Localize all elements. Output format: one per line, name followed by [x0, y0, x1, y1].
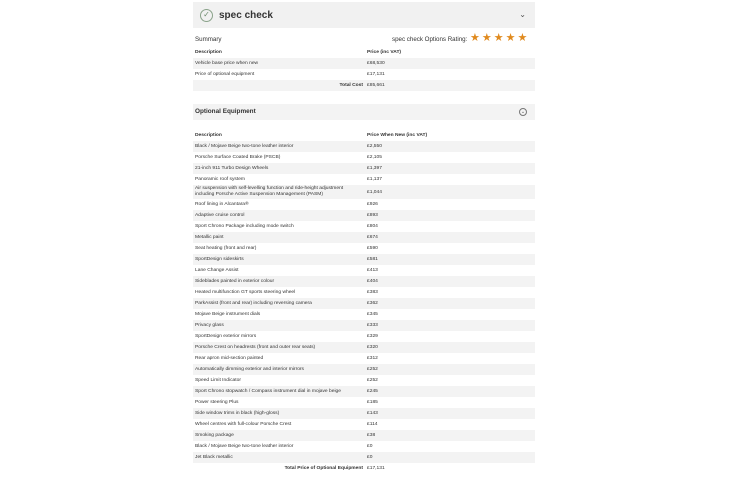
row-price: £926	[367, 202, 378, 207]
row-price: £362	[365, 298, 535, 309]
row-description: SportDesign exterior mirrors	[195, 334, 257, 339]
table-row	[193, 221, 535, 232]
table-row	[193, 342, 535, 353]
row-description: Lane Change Assist	[195, 268, 239, 273]
table-row	[193, 298, 535, 309]
total-label: Total Cost	[193, 80, 365, 91]
chevron-circle-icon[interactable]: ⌄	[520, 109, 526, 115]
table-header-row	[193, 130, 535, 141]
row-price: £252	[365, 364, 535, 375]
col-header-price: Price (inc VAT)	[367, 50, 402, 55]
row-description: Sport Chrono Package including mode switch	[195, 224, 294, 229]
table-header-row	[193, 47, 535, 58]
table-row	[193, 254, 535, 265]
row-price: £1,397	[365, 163, 535, 174]
row-description: Air suspension with self-levelling function and ride-height adjustment including Porsche Active Suspension Management (PASM)	[193, 185, 365, 199]
optional-equipment-header[interactable]	[193, 104, 535, 120]
row-description: Privacy glass	[193, 320, 365, 331]
row-price: £581	[365, 254, 535, 265]
row-price: £413	[367, 268, 378, 273]
total-value: £17,131	[367, 466, 385, 471]
row-description: Mojave Beige instrument dials	[195, 312, 261, 317]
row-price: £68,530	[365, 58, 535, 69]
summary-label: Summary	[195, 36, 222, 43]
table-row	[193, 408, 535, 419]
row-price: £674	[365, 232, 535, 243]
row-description: Panoramic roof system	[195, 177, 246, 182]
row-price: £333	[365, 320, 535, 331]
row-price: £38	[365, 430, 535, 441]
row-description: Porsche Crest on headrests (front and outer rear seats)	[193, 342, 365, 353]
table-row	[193, 309, 535, 320]
row-price: £1,044	[365, 185, 535, 199]
row-description: Speed Limit Indicator	[195, 378, 241, 383]
rating-label: spec check Options Rating:	[392, 36, 468, 43]
row-description: Porsche Surface Coated Brake (PSCB)	[195, 155, 281, 160]
row-price: £0	[365, 452, 535, 463]
total-row	[193, 80, 535, 91]
table-row	[193, 364, 535, 375]
row-price: £143	[365, 408, 535, 419]
col-header-description: Description	[195, 133, 222, 138]
table-row	[193, 353, 535, 364]
row-description: Rear apron mid-section painted	[195, 356, 264, 361]
table-row	[193, 152, 535, 163]
row-price: £252	[367, 378, 378, 383]
row-description: Metallic paint	[193, 232, 365, 243]
optional-equipment-title: Optional Equipment	[195, 108, 256, 115]
table-row	[193, 185, 535, 199]
star-icon: ★	[481, 32, 492, 44]
row-price: £114	[367, 422, 378, 427]
table-row	[193, 174, 535, 185]
row-description: Seat heating (front and rear)	[195, 246, 257, 251]
row-description: ParkAssist (front and rear) including reversing camera	[193, 298, 365, 309]
row-description: Side window trims in black (high-gloss)	[193, 408, 365, 419]
row-price: £245	[365, 386, 535, 397]
table-row	[193, 232, 535, 243]
row-description: Black / Mojave Beige two-tone leather interior	[195, 444, 294, 449]
table-row	[193, 441, 535, 452]
table-row	[193, 331, 535, 342]
table-row	[193, 141, 535, 152]
star-icon: ★	[493, 32, 504, 44]
row-description: Black / Mojave Beige two-tone leather interior	[193, 141, 365, 152]
table-row	[193, 210, 535, 221]
row-price: £17,131	[367, 72, 385, 77]
row-price: £329	[367, 334, 378, 339]
star-icon: ★	[505, 32, 516, 44]
rating-stars	[470, 32, 527, 44]
table-row	[193, 386, 535, 397]
row-price: £2,105	[367, 155, 382, 160]
total-label: Total Price of Optional Equipment	[284, 466, 363, 471]
row-description: Adaptive cruise control	[193, 210, 365, 221]
row-description: Vehicle base price when new	[193, 58, 365, 69]
table-row	[193, 163, 535, 174]
row-price: £312	[367, 356, 378, 361]
row-description: Wheel centres with full-colour Porsche Crest	[195, 422, 292, 427]
row-description: Sideblades painted in exterior colour	[193, 276, 365, 287]
row-price: £320	[365, 342, 535, 353]
row-description: Price of optional equipment	[195, 72, 255, 77]
star-icon: ★	[470, 32, 480, 44]
row-description: 21-inch 911 Turbo Design Wheels	[193, 163, 365, 174]
row-price: £185	[367, 400, 378, 405]
star-icon: ★	[517, 32, 528, 44]
row-price: £1,137	[367, 177, 382, 182]
spec-check-header[interactable]	[193, 2, 535, 28]
row-price: £590	[367, 246, 378, 251]
table-row	[193, 320, 535, 331]
summary-table	[193, 47, 535, 91]
table-row	[193, 397, 535, 408]
optional-equipment-table	[193, 130, 535, 474]
row-price: £2,550	[365, 141, 535, 152]
row-description: Jet Black metallic	[193, 452, 365, 463]
check-circle-icon: ✓	[200, 9, 213, 22]
row-description: Power steering Plus	[195, 400, 239, 405]
row-price: £383	[367, 290, 378, 295]
table-row	[193, 287, 535, 298]
row-price: £404	[365, 276, 535, 287]
row-description: Automatically dimming exterior and interior mirrors	[193, 364, 365, 375]
row-description: Roof lining in Alcantara®	[195, 202, 249, 207]
row-description: Heated multifunction GT sports steering wheel	[195, 290, 296, 295]
row-description: Sport Chrono stopwatch / Compass instrument dial in mojave beige	[193, 386, 365, 397]
row-price: £345	[367, 312, 378, 317]
table-row	[193, 243, 535, 254]
chevron-down-icon[interactable]: ⌄	[519, 10, 526, 19]
table-row	[193, 452, 535, 463]
table-row	[193, 375, 535, 386]
table-row	[193, 430, 535, 441]
row-price: £893	[365, 210, 535, 221]
header-title: spec check	[219, 9, 273, 21]
total-value: £85,661	[365, 80, 535, 91]
table-row	[193, 265, 535, 276]
spec-check-panel	[193, 0, 535, 486]
table-row	[193, 199, 535, 210]
table-row	[193, 276, 535, 287]
row-description: SportDesign sideskirts	[193, 254, 365, 265]
row-description: Smoking package	[193, 430, 365, 441]
row-price: £804	[367, 224, 378, 229]
col-header-price: Price When New (inc VAT)	[367, 133, 428, 138]
table-row	[193, 419, 535, 430]
row-price: £0	[367, 444, 373, 449]
table-row	[193, 69, 535, 80]
table-row	[193, 58, 535, 69]
col-header-description: Description	[195, 50, 222, 55]
total-row	[193, 463, 535, 474]
